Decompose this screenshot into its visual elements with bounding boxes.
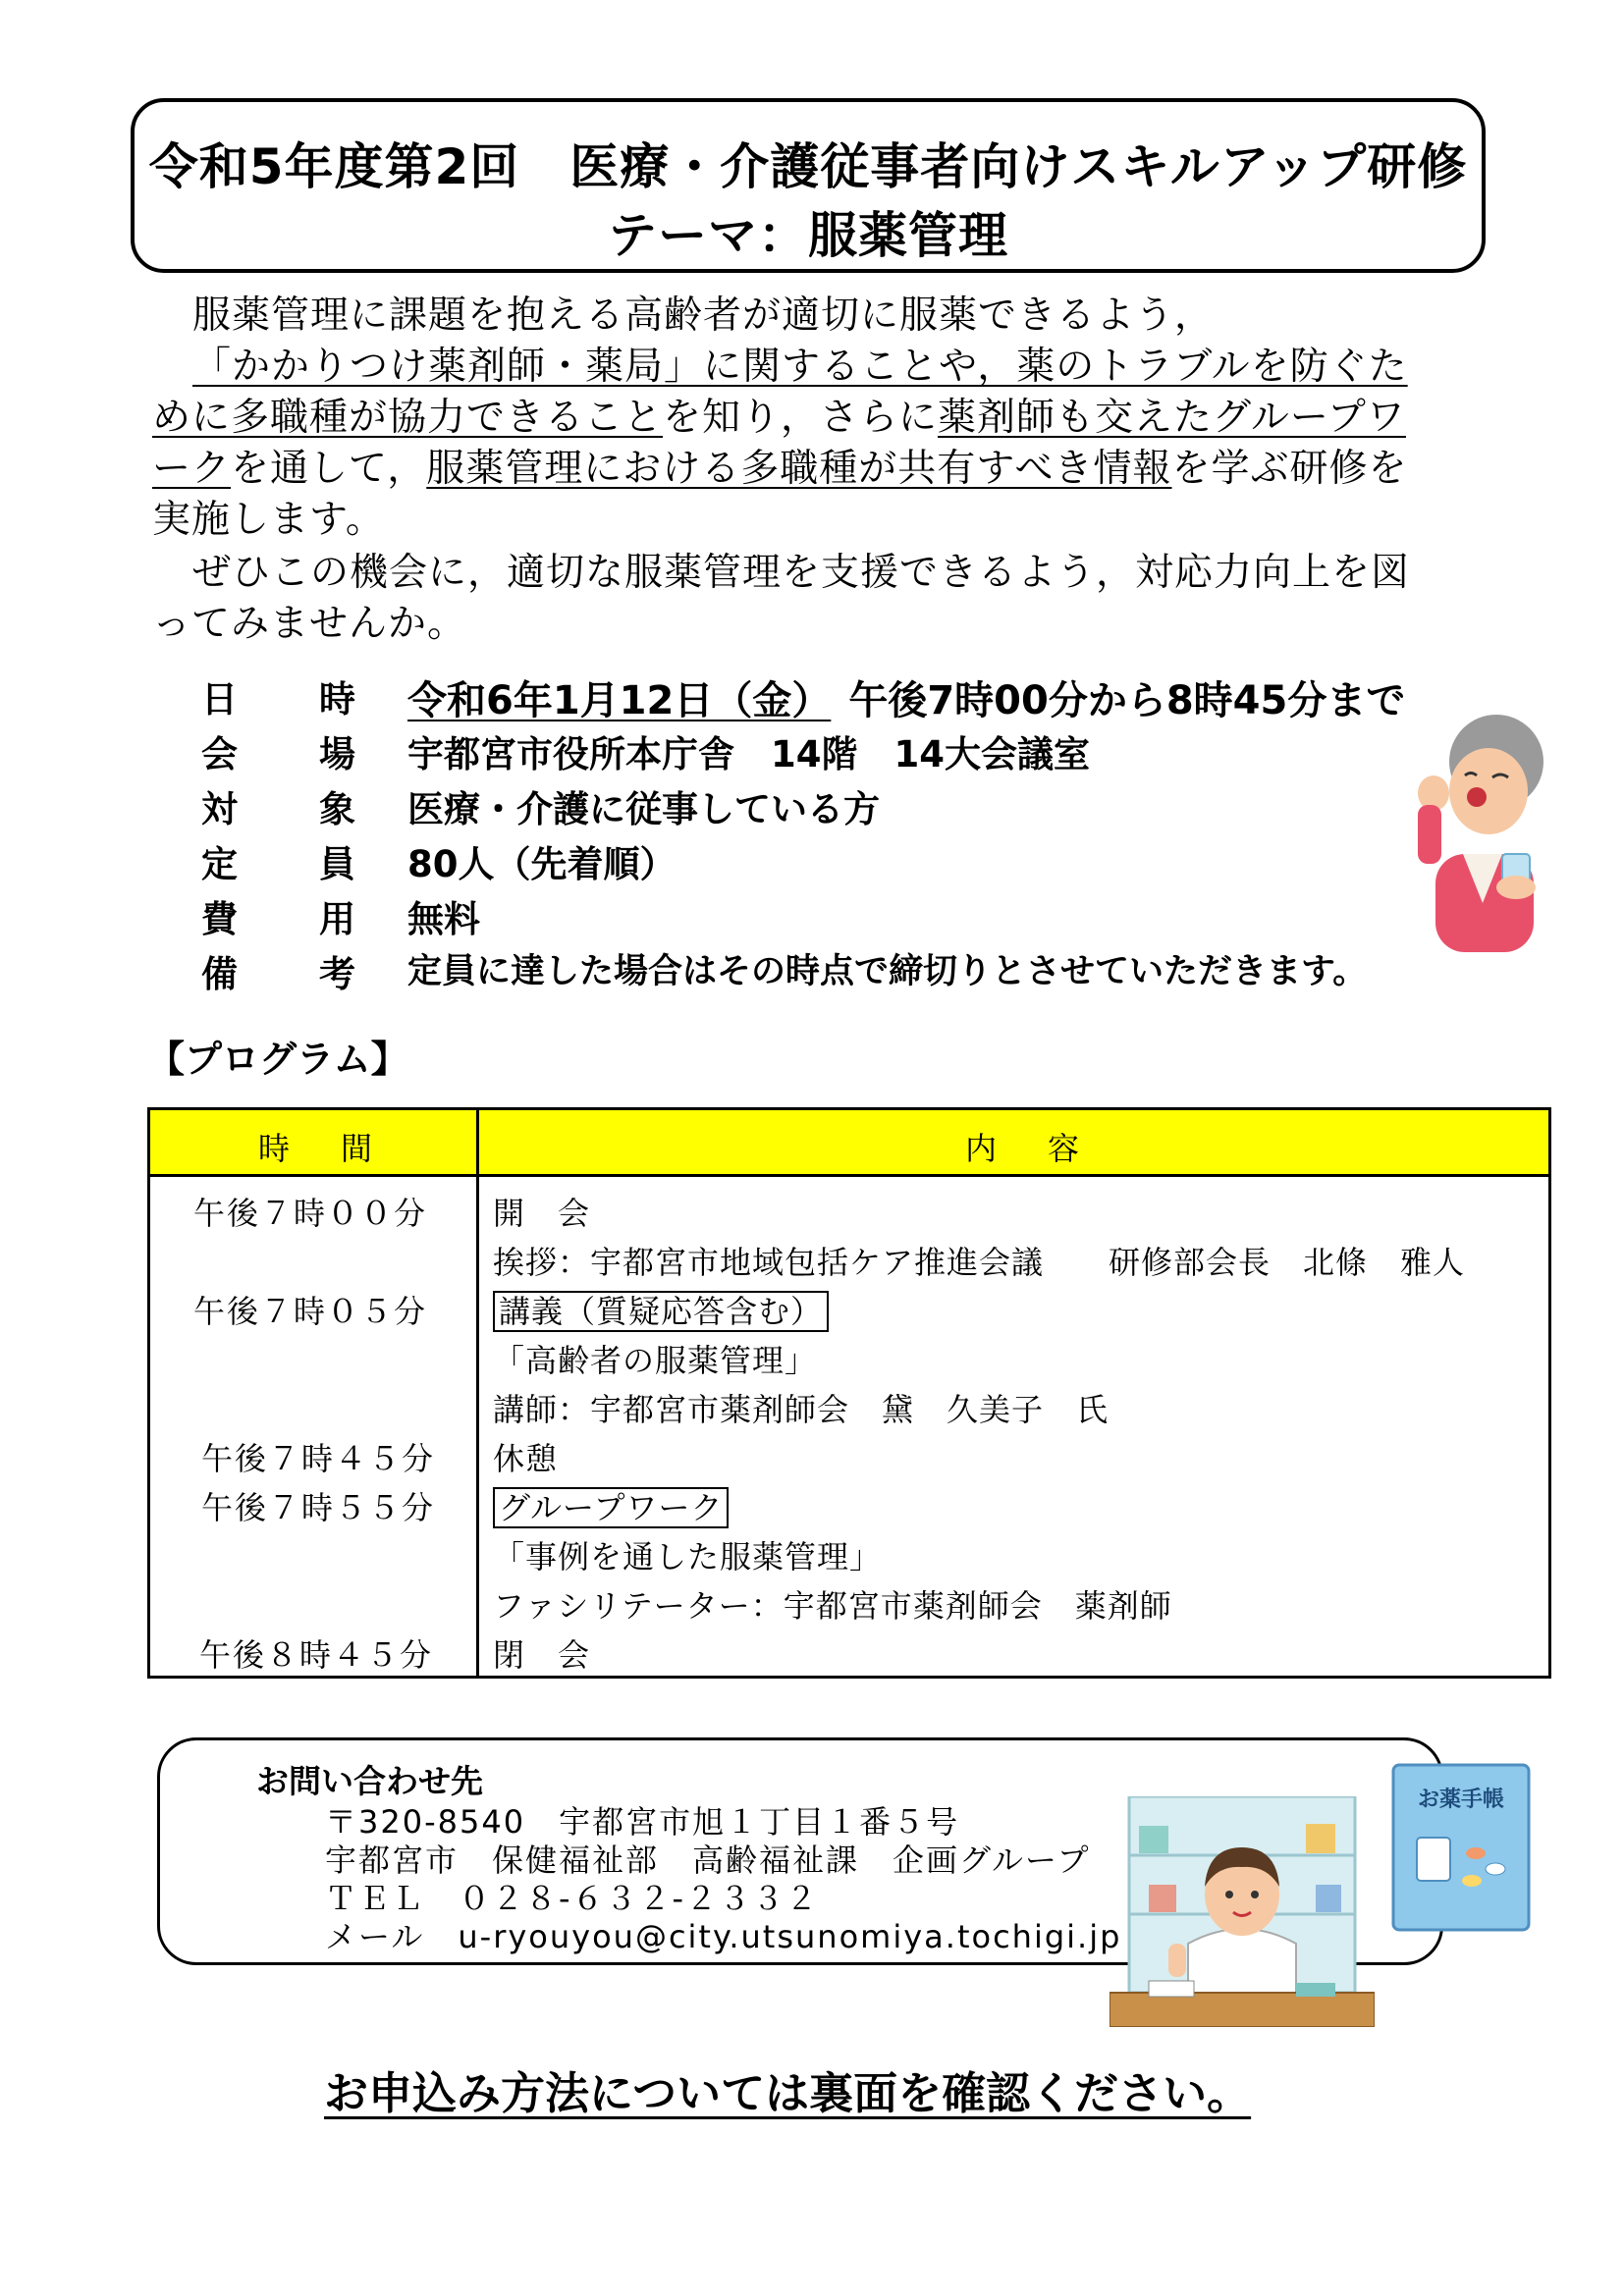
info-label-char: 定	[201, 843, 238, 885]
contact-address: 〒320-8540 宇都宮市旭１丁目１番５号	[325, 1803, 960, 1841]
program-time: 午後７時０５分	[193, 1293, 428, 1330]
info-label-char: 備	[201, 953, 238, 995]
program-table	[147, 1107, 1551, 1679]
program-item-lecture	[493, 1287, 829, 1332]
table-divider	[476, 1110, 479, 1676]
note-value: 定員に達した場合はその時点で締切りとさせていただきます。	[407, 952, 1368, 991]
intro-line-3	[152, 393, 1406, 444]
info-row-date	[201, 669, 1478, 723]
info-label-char: 考	[319, 953, 355, 995]
pharmacist-illustration	[1110, 1796, 1375, 2027]
program-item: 開 会	[493, 1195, 591, 1232]
contact-tel: ＴＥＬ ０２８-６３２-２３３２	[325, 1880, 820, 1917]
info-label-char: 員	[319, 843, 355, 885]
contact-mail: メール u-ryouyou@city.utsunomiya.tochigi.jp	[325, 1918, 1122, 1955]
program-time: 午後７時５５分	[201, 1489, 436, 1526]
intro-line-6: ぜひこの機会に，適切な服薬管理を支援できるよう，対応力向上を図	[192, 551, 1411, 595]
info-row-target	[201, 779, 1478, 828]
info-label-char: 象	[319, 788, 355, 830]
info-label-char: 対	[201, 788, 238, 830]
intro-line-2	[192, 342, 1408, 393]
intro-highlight-info: 服薬管理における多職種が共有すべき情報	[426, 447, 1172, 491]
info-row-venue	[201, 724, 1478, 774]
intro-highlight-cooperation: めに多職種が協力できること	[152, 396, 664, 440]
program-item: ファシリテーター：宇都宮市薬剤師会 薬剤師	[493, 1587, 1172, 1625]
title-line-2: テーマ：服薬管理	[608, 207, 1008, 264]
program-item: 閉 会	[493, 1636, 591, 1674]
capacity-value: 80人（先着順）	[407, 843, 677, 885]
info-label-char: 費	[201, 898, 238, 940]
event-date: 令和6年1月12日（金）	[407, 678, 832, 723]
application-note: お申込み方法については裏面を確認ください。	[324, 2067, 1252, 2119]
info-label-char: 用	[319, 898, 355, 940]
program-item: 講師：宇都宮市薬剤師会 黛 久美子 氏	[493, 1391, 1110, 1428]
intro-text: を通して，	[231, 447, 427, 491]
notebook-label: お薬手帳	[1417, 1788, 1505, 1812]
program-item: 「高齢者の服薬管理」	[493, 1342, 818, 1379]
info-label-char: 時	[319, 678, 355, 721]
elderly-woman-illustration	[1394, 707, 1571, 952]
program-heading: 【プログラム】	[147, 1038, 408, 1081]
program-time: 午後８時４５分	[199, 1636, 434, 1674]
info-label-char: 場	[319, 733, 355, 775]
intro-text: を知り，さらに	[663, 396, 939, 440]
title-line-1: 令和5年度第2回 医療・介護従事者向けスキルアップ研修	[148, 138, 1468, 195]
intro-highlight-groupwork: 薬剤師も交えたグループワ	[938, 396, 1406, 440]
info-label-char: 会	[201, 733, 238, 775]
intro-line-4	[152, 444, 1408, 495]
contact-department: 宇都宮市 保健福祉部 高齢福祉課 企画グループ	[325, 1842, 1091, 1879]
program-item: 挨拶：宇都宮市地域包括ケア推進会議 研修部会長 北條 雅人	[493, 1244, 1466, 1281]
program-time: 午後７時４５分	[201, 1440, 436, 1477]
intro-highlight-pharmacist: 「かかりつけ薬剤師・薬局」に関することや，薬のトラブルを防ぐた	[192, 345, 1408, 389]
fee-value: 無料	[407, 898, 480, 940]
contact-title: お問い合わせ先	[256, 1762, 483, 1800]
intro-text: を学ぶ研修を	[1171, 447, 1408, 491]
program-time: 午後７時００分	[193, 1195, 428, 1232]
info-label-char: 日	[201, 678, 238, 721]
groupwork-label: グループワーク	[493, 1487, 729, 1528]
col-header-content: 内 容	[965, 1130, 1090, 1167]
program-table-header	[150, 1110, 1548, 1177]
lecture-label: 講義（質疑応答含む）	[493, 1291, 829, 1332]
event-time: 午後7時00分から8時45分まで	[848, 678, 1406, 723]
info-row-fee	[201, 889, 1478, 938]
medicine-notebook-illustration	[1387, 1759, 1535, 1936]
program-item: 休憩	[493, 1440, 559, 1477]
info-row-capacity	[201, 834, 1478, 883]
info-row-note	[201, 944, 1478, 993]
col-header-time: 時 間	[258, 1130, 383, 1167]
title-box	[131, 98, 1486, 273]
venue-value: 宇都宮市役所本庁舎 14階 14大会議室	[407, 733, 1090, 775]
intro-line-1: 服薬管理に課題を抱える高齢者が適切に服薬できるよう，	[192, 294, 1215, 338]
program-item: 「事例を通した服薬管理」	[493, 1538, 883, 1575]
target-value: 医療・介護に従事している方	[407, 788, 880, 830]
program-item-groupwork	[493, 1483, 729, 1528]
intro-highlight-groupwork-end: ーク	[152, 447, 232, 491]
intro-line-5: 実施します。	[152, 498, 385, 542]
intro-line-7: ってみませんか。	[152, 602, 467, 646]
